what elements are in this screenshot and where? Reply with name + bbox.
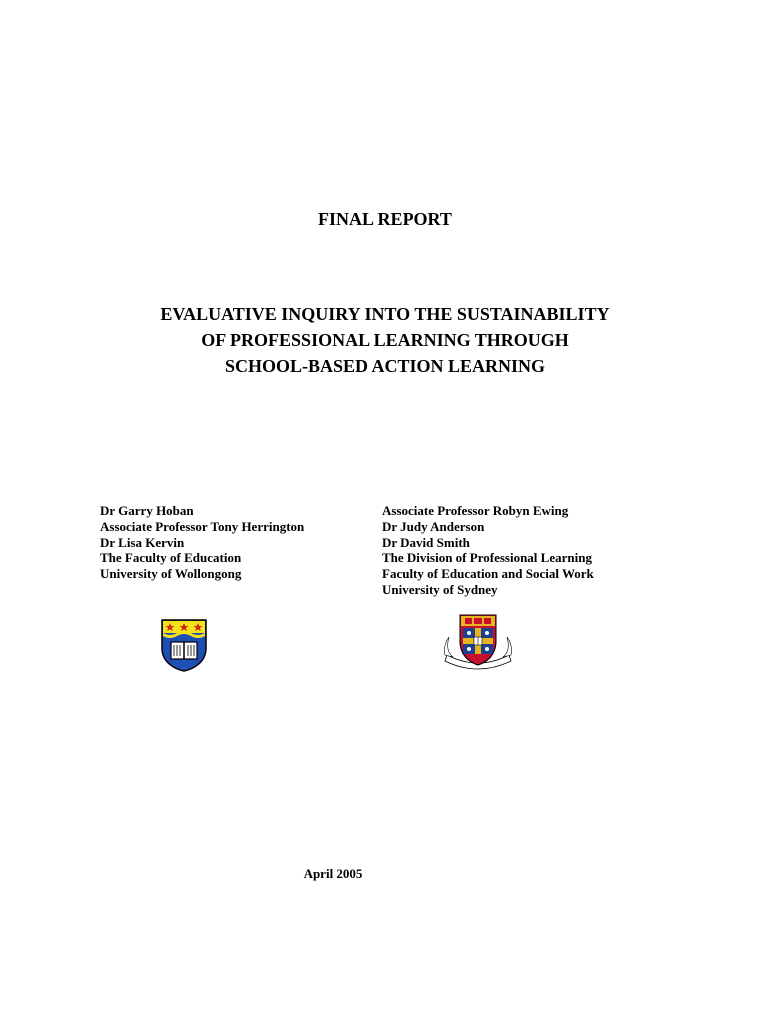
affiliation-line: Faculty of Education and Social Work	[382, 566, 594, 582]
report-label: FINAL REPORT	[318, 209, 452, 229]
sydney-coat-of-arms-icon	[441, 611, 515, 673]
affiliation-line: The Division of Professional Learning	[382, 550, 592, 566]
report-title-line: OF PROFESSIONAL LEARNING THROUGH	[201, 330, 569, 350]
report-title-line: SCHOOL-BASED ACTION LEARNING	[224, 356, 546, 376]
affiliation-line: University of Sydney	[382, 581, 498, 597]
report-title-line: EVALUATIVE INQUIRY INTO THE SUSTAINABILITY	[160, 304, 610, 324]
affiliation-line: The Faculty of Education	[100, 550, 242, 566]
authors-sydney	[382, 503, 594, 598]
author-line: Dr Lisa Kervin	[100, 534, 185, 550]
author-line: Dr David Smith	[382, 534, 470, 550]
author-line: Dr Judy Anderson	[382, 518, 485, 534]
wollongong-crest-icon	[160, 618, 208, 672]
author-line: Associate Professor Tony Herrington	[100, 518, 305, 534]
author-line: Associate Professor Robyn Ewing	[382, 503, 569, 518]
authors-wollongong	[100, 503, 304, 582]
report-date: April 2005	[303, 866, 363, 881]
affiliation-line: University of Wollongong	[100, 566, 242, 582]
report-title	[0, 301, 770, 379]
author-line: Dr Garry Hoban	[100, 503, 194, 518]
